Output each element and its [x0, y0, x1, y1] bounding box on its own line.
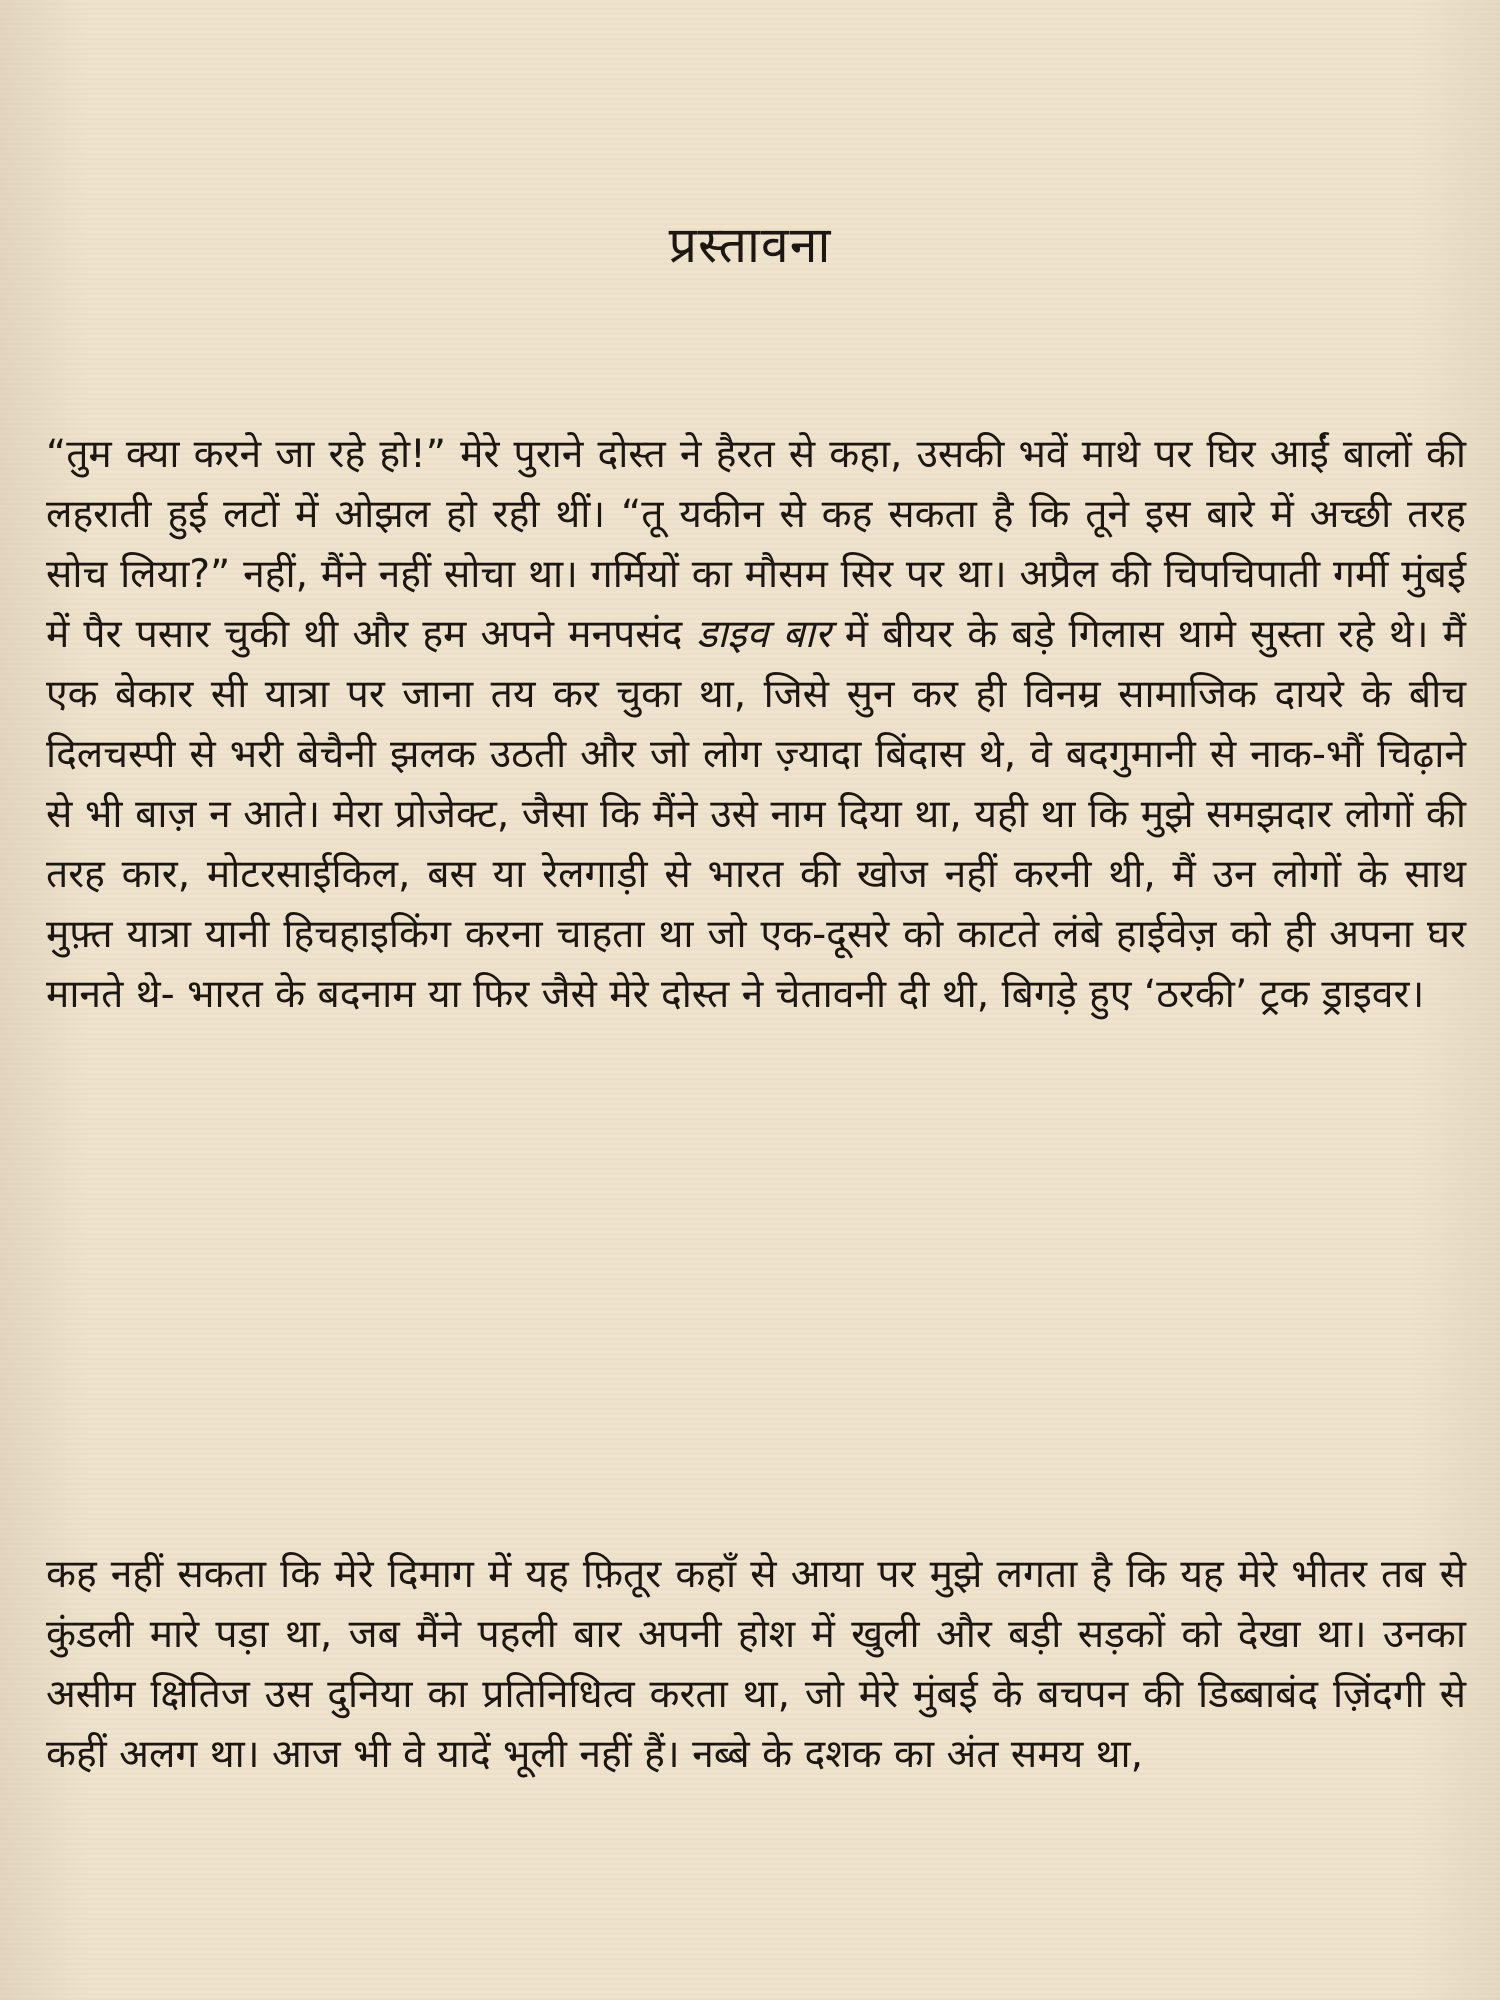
- paragraph-1: [46, 425, 1466, 1025]
- page-title: प्रस्तावना: [668, 215, 832, 274]
- paragraph-2: कह नहीं सकता कि मेरे दिमाग में यह फ़ितूर कहाँ से आया पर मुझे लगता है कि यह मेरे भीतर तब से कुंडली मारे पड़ा था, जब मैंने पहली बार अपनी होश में खुली और बड़ी सड़कों को देखा था। उनका असीम क्षितिज उस दुनिया का प्रतिनिधित्व करता था, जो मेरे मुंबई के बचपन की डिब्बाबंद ज़िंदगी से कहीं अलग था। आज भी वे यादें भूली नहीं हैं। नब्बे के दशक का अंत समय था,: [46, 1552, 1466, 1777]
- paragraph-1-text-b: में बीयर के बड़े गिलास थामे सुस्ता रहे थे। मैं एक बेकार सी यात्रा पर जाना तय कर चुका था, जिसे सुन कर ही विनम्र सामाजिक दायरे के बीच दिलचस्पी से भरी बेचैनी झलक उठती और जो लोग ज़्यादा बिंदास थे, वे बदगुमानी से नाक-भौं चिढ़ाने से भी बाज़ न आते। मेरा प्रोजेक्ट, जैसा कि मैंने उसे नाम दिया था, यही था कि मुझे समझदार लोगों की तरह कार, मोटरसाईकिल, बस या रेलगाड़ी से भारत की खोज नहीं करनी थी, मैं उन लोगों के साथ मुफ़्त यात्रा यानी हिचहाइकिंग करना चाहता था जो एक-दूसरे को काटते लंबे हाईवेज़ को ही अपना घर मानते थे- भारत के बदनाम या फिर जैसे मेरे दोस्त ने चेतावनी दी थी, बिगड़े हुए ‘ठरकी’ ट्रक ड्राइवर।: [46, 612, 1466, 1017]
- paragraph-1-italic-term: डाइव बार: [696, 612, 831, 657]
- paragraph-1-text-a: “तुम क्या करने जा रहे हो!” मेरे पुराने दोस्त ने हैरत से कहा, उसकी भवें माथे पर घिर आईं बालों की लहराती हुई लटों में ओझल हो रही थीं। “तू यकीन से कह सकता है कि तूने इस बारे में अच्छी तरह सोच लिया?” नहीं, मैंने नहीं सोचा था। गर्मियों का मौसम सिर पर था। अप्रैल की चिपचिपाती गर्मी मुंबई में पैर पसार चुकी थी और हम अपने मनपसंद: [46, 432, 1466, 657]
